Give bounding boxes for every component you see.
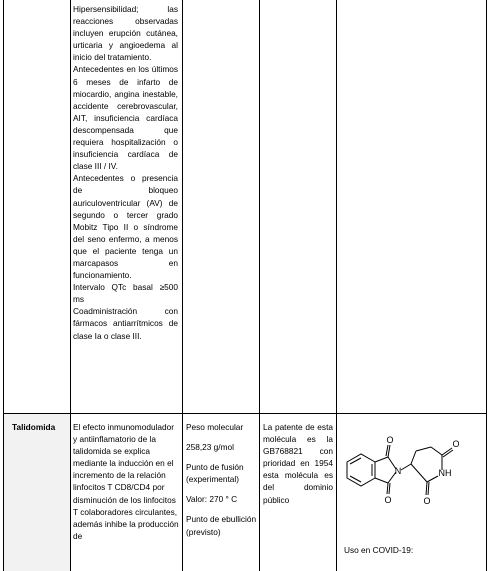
column-divider-1: [70, 0, 71, 571]
contraindication-qtc: Intervalo QTc basal ≥500 ms: [73, 282, 178, 305]
contraindication-cardiac-history: Antecedentes en los últimos 6 meses de infarto de miocardio, angina inestable, accidente cerebrovascular, AIT, insuficiencia cardíaca descompensada que requiera hospitalización o insuficiencia cardíaca de clase III / IV.: [73, 64, 178, 172]
atom-o-right: O: [452, 439, 460, 449]
patent-cell: La patente de esta molécula es la GB768821 con prioridad en 1954 esta molécula es del dominio público: [263, 422, 333, 505]
atom-o-top: O: [386, 435, 394, 445]
row-divider: [3, 413, 487, 414]
contraindication-hypersensitivity: Hipersensibilidad; las reacciones observadas incluyen erupción cutánea, urticaria y angioedema al inicio del tratamiento.: [73, 4, 178, 63]
atom-n-center: N: [394, 466, 402, 476]
column-divider-3: [259, 0, 260, 571]
thalidomide-structure-diagram: [335, 425, 477, 517]
atom-o-bottom: O: [423, 496, 431, 506]
contraindication-antiarrhythmics: Coadministración con fármacos antiarrítmicos de clase Ia o clase III.: [73, 306, 178, 341]
drug-name-cell: Talidomida: [12, 422, 56, 432]
column-divider-2: [182, 0, 183, 571]
molecular-weight-value: 258,23 g/mol: [186, 442, 234, 453]
table-border-left: [3, 0, 4, 571]
covid-use-label: Uso en COVID-19:: [344, 545, 414, 555]
melting-point-value: Valor: 270 ° C: [186, 494, 238, 505]
atom-nh: NH: [438, 468, 452, 478]
properties-cell: [186, 421, 258, 538]
contraindications-cell: [73, 3, 178, 342]
melting-point-label: Punto de fusión (experimental): [186, 462, 244, 485]
molecular-weight-label: Peso molecular: [186, 422, 244, 432]
table-border-right: [486, 0, 487, 571]
boiling-point-label: Punto de ebullición (previsto): [186, 514, 257, 537]
atom-o-bottom-left: O: [384, 495, 392, 505]
mechanism-cell: El efecto inmunomodulador y antiinflamatorio de la talidomida se explica mediante la inducción en el incremento de la relación linfocitos T CD8/CD4 por disminución de los linfocitos T colaboradores circulantes, además inhibe la producción de: [73, 422, 179, 541]
drug-name-cell-shading: [4, 413, 70, 571]
contraindication-av-block: Antecedentes o presencia de bloqueo auriculoventricular (AV) de segundo o tercer grado Mobitz Tipo II o síndrome del seno enfermo, a menos que el paciente tenga un marcapasos en funcionamiento.: [73, 173, 178, 281]
